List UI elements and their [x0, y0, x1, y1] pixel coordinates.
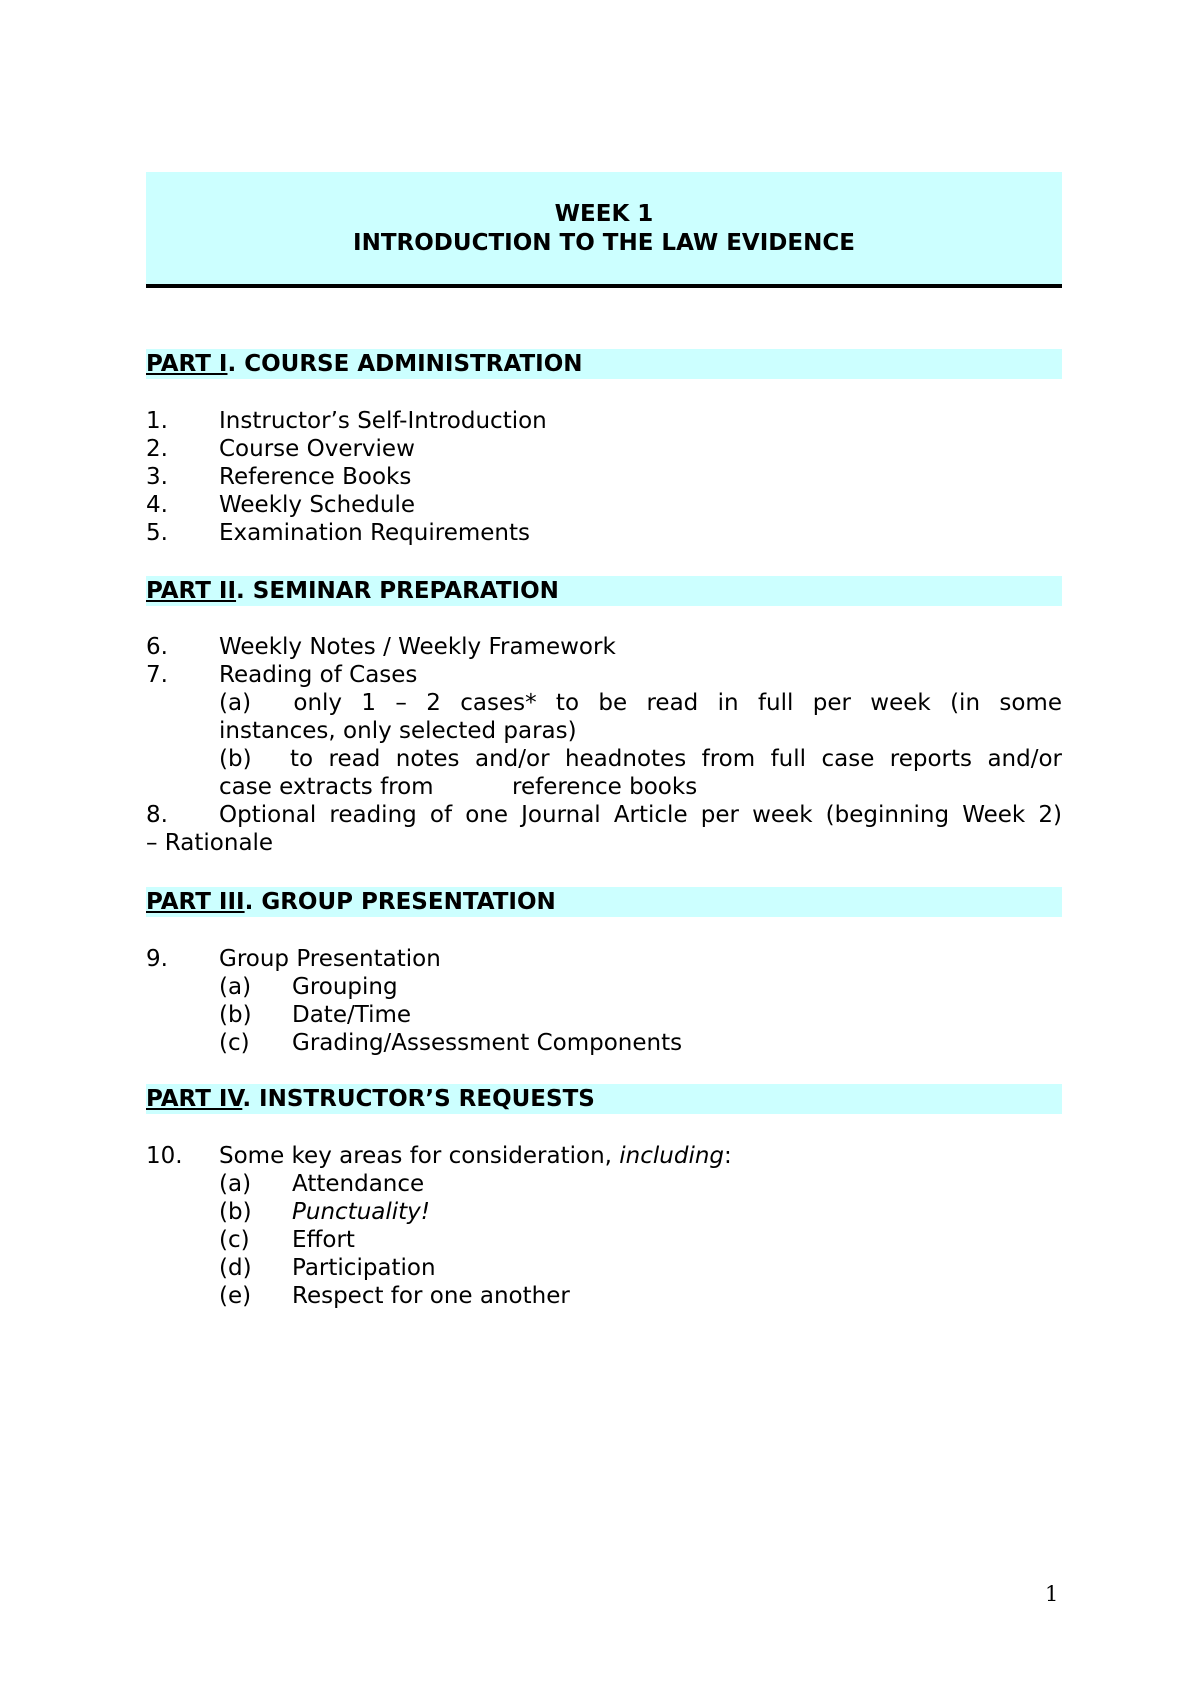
item-number: 9.	[146, 946, 168, 972]
item-text: Instructor’s Self-Introduction	[219, 408, 547, 434]
sub-item-letter: (e)	[219, 1283, 252, 1309]
item-text: Group Presentation	[219, 946, 441, 972]
sub-item-text: Grading/Assessment Components	[292, 1030, 683, 1056]
sub-item-text: Respect for one another	[292, 1283, 570, 1309]
sub-item-text: Participation	[292, 1255, 436, 1281]
part-4-title: . INSTRUCTOR’S REQUESTS	[242, 1086, 595, 1112]
sub-item-letter: (b)	[219, 1199, 252, 1225]
part-2-label: PART II	[146, 578, 237, 604]
item-number: 4.	[146, 492, 168, 518]
item-text: – Rationale	[146, 830, 274, 856]
sub-item-text: Punctuality!	[292, 1199, 430, 1225]
item-number: 10.	[146, 1143, 183, 1169]
part-1-heading	[146, 349, 1062, 379]
sub-item-letter: (d)	[219, 1255, 252, 1281]
part-1-title: . COURSE ADMINISTRATION	[227, 351, 583, 377]
sub-item-text: Date/Time	[292, 1002, 412, 1028]
sub-item-text: Attendance	[292, 1171, 425, 1197]
part-2-title: . SEMINAR PREPARATION	[236, 578, 559, 604]
item-text-end: :	[724, 1143, 732, 1169]
week-label: WEEK 1	[554, 201, 654, 227]
sub-item-text: Effort	[292, 1227, 355, 1253]
sub-item-letter: (a)	[219, 1171, 252, 1197]
item-number: 5.	[146, 520, 168, 546]
sub-item-text: case extracts from	[219, 774, 434, 800]
item-text: Examination Requirements	[219, 520, 530, 546]
sub-item-letter: (b)	[219, 1002, 252, 1028]
item-number: 1.	[146, 408, 168, 434]
week-title-box	[146, 172, 1062, 288]
sub-item-text: (a) only 1 – 2 cases* to be read in full per week (in some	[219, 690, 1062, 716]
item-number: 8.	[146, 802, 168, 828]
part-1-label: PART I	[146, 351, 228, 377]
item-text: Optional reading of one Journal Article per week (beginning Week 2)	[219, 802, 1062, 828]
part-2-heading	[146, 576, 1062, 606]
item-text: Weekly Schedule	[219, 492, 416, 518]
sub-item-text: (b) to read notes and/or headnotes from full case reports and/or	[219, 746, 1062, 772]
item-number: 6.	[146, 634, 168, 660]
item-text	[219, 1142, 732, 1170]
part-3-heading	[146, 887, 1062, 917]
part-3-label: PART III	[146, 889, 245, 915]
sub-item-letter: (a)	[219, 974, 252, 1000]
item-text-plain: Some key areas for consideration,	[219, 1143, 620, 1169]
sub-item-text: instances, only selected paras)	[219, 718, 577, 744]
item-text: Reading of Cases	[219, 662, 418, 688]
item-text-emphasis: including	[619, 1143, 725, 1169]
item-text: Course Overview	[219, 436, 415, 462]
sub-item-letter: (c)	[219, 1227, 250, 1253]
item-number: 2.	[146, 436, 168, 462]
part-3-title: . GROUP PRESENTATION	[244, 889, 556, 915]
item-number: 3.	[146, 464, 168, 490]
document-title: INTRODUCTION TO THE LAW EVIDENCE	[353, 230, 855, 256]
sub-item-text: reference books	[512, 774, 698, 800]
item-text: Weekly Notes / Weekly Framework	[219, 634, 616, 660]
item-text: Reference Books	[219, 464, 412, 490]
item-number: 7.	[146, 662, 168, 688]
part-4-heading	[146, 1084, 1062, 1114]
sub-item-text: Grouping	[292, 974, 398, 1000]
page-number: 1	[1045, 1582, 1059, 1606]
sub-item-letter: (c)	[219, 1030, 250, 1056]
part-4-label: PART IV	[146, 1086, 243, 1112]
